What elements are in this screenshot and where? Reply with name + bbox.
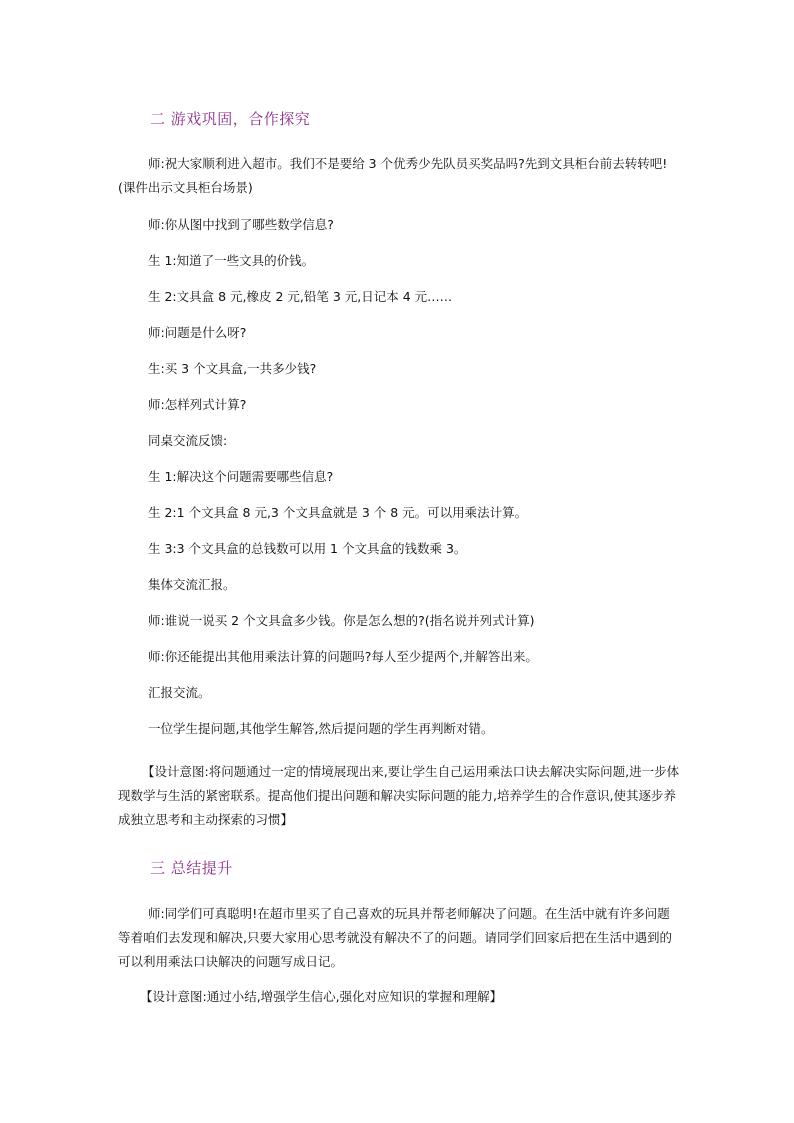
paragraph-intro: 师:祝大家顺利进入超市。我们不是要给 3 个优秀少先队员买奖品吗?先到文具柜台前去转转吧!(课件出示文具柜台场景) xyxy=(118,156,668,195)
design-note: 【设计意图:通过小结,增强学生信心,强化对应知识的掌握和理解】 xyxy=(140,989,503,1004)
section-heading-3: 三 总结提升 xyxy=(150,859,233,877)
paragraph-line: 师:怎样列式计算? xyxy=(148,397,247,412)
paragraph-line: 汇报交流。 xyxy=(148,685,211,700)
paragraph-line: 生:买 3 个文具盒,一共多少钱? xyxy=(148,361,317,376)
design-note: 【设计意图:将问题通过一定的情境展现出来,要让学生自己运用乘法口诀去解决实际问题,进一步体现数学与生活的紧密联系。提高他们提出问题和解决实际问题的能力,培养学生的合作意识,使其逐步养成独立思考和主动探索的习惯】 xyxy=(118,764,680,827)
paragraph-line: 同桌交流反馈: xyxy=(148,433,228,448)
paragraph-line: 师:你从图中找到了哪些数学信息? xyxy=(148,217,334,232)
paragraph-line: 生 2:文具盒 8 元,橡皮 2 元,铅笔 3 元,日记本 4 元…… xyxy=(148,289,453,304)
paragraph-line: 生 1:知道了一些文具的价钱。 xyxy=(148,253,315,268)
section-heading-2: 二 游戏巩固，合作探究 xyxy=(150,110,311,128)
paragraph-line: 生 2:1 个文具盒 8 元,3 个文具盒就是 3 个 8 元。可以用乘法计算。 xyxy=(148,505,528,520)
paragraph-line: 一位学生提问题,其他学生解答,然后提问题的学生再判断对错。 xyxy=(148,721,494,736)
paragraph-line: 师:问题是什么呀? xyxy=(148,325,247,340)
paragraph-line: 生 1:解决这个问题需要哪些信息? xyxy=(148,469,334,484)
paragraph-closing: 师:同学们可真聪明!在超市里买了自己喜欢的玩具并帮老师解决了问题。在生活中就有许多问题等着咱们去发现和解决,只要大家用心思考就没有解决不了的问题。请同学们回家后把在生活中遇到的可以利用乘法口诀解决的问题写成日记。 xyxy=(118,906,672,969)
paragraph-line: 师:谁说一说买 2 个文具盒多少钱。你是怎么想的?(指名说并列式计算) xyxy=(148,613,535,628)
paragraph-line: 生 3:3 个文具盒的总钱数可以用 1 个文具盒的钱数乘 3。 xyxy=(148,541,467,556)
paragraph-line: 师:你还能提出其他用乘法计算的问题吗?每人至少提两个,并解答出来。 xyxy=(148,649,538,664)
paragraph-line: 集体交流汇报。 xyxy=(148,577,236,592)
